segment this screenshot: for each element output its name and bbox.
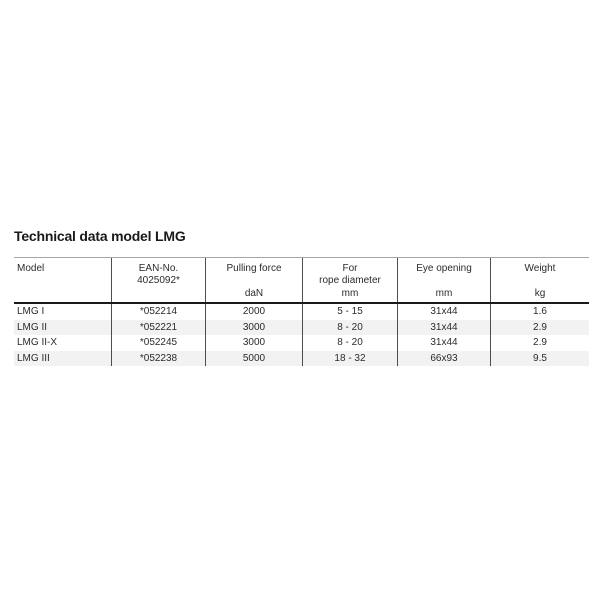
table-cell: LMG II-X xyxy=(14,335,112,351)
header-label: For rope diameter xyxy=(319,263,381,286)
table-cell: 1.6 xyxy=(533,306,547,318)
table-cell: 2.9 xyxy=(533,337,547,349)
table-cell: 31x44 xyxy=(398,320,491,336)
header-unit: mm xyxy=(341,287,359,299)
table-cell: 2.9 xyxy=(533,321,547,333)
table-cell: 5 - 15 xyxy=(303,304,398,320)
table-cell: 18 - 32 xyxy=(303,351,398,367)
table-cell: 8 - 20 xyxy=(303,335,398,351)
table-cell: 31x44 xyxy=(398,304,491,320)
table-cell: 5000 xyxy=(206,351,303,367)
header-label: Model xyxy=(17,263,45,274)
table-header-row xyxy=(14,258,589,304)
table-cell: 3000 xyxy=(206,335,303,351)
header-cell xyxy=(112,258,206,302)
table-cell: *052238 xyxy=(112,351,206,367)
table-cell: *052245 xyxy=(112,335,206,351)
table-cell: *052214 xyxy=(112,304,206,320)
table-row xyxy=(14,304,589,320)
header-unit: mm xyxy=(435,287,453,299)
table-cell: LMG III xyxy=(14,351,112,367)
table-cell: 31x44 xyxy=(398,335,491,351)
table-cell: 3000 xyxy=(206,320,303,336)
header-unit: daN xyxy=(244,287,264,299)
header-cell xyxy=(398,258,491,302)
table-cell: 9.5 xyxy=(533,352,547,364)
header-cell xyxy=(206,258,303,302)
table-cell: *052221 xyxy=(112,320,206,336)
header-cell xyxy=(14,258,112,302)
table-cell: 2000 xyxy=(206,304,303,320)
header-label: Pulling force xyxy=(226,263,282,274)
table-cell: 66x93 xyxy=(398,351,491,367)
header-unit: kg xyxy=(534,287,546,299)
header-label: Weight xyxy=(524,263,556,274)
table-row xyxy=(14,351,589,367)
table-row xyxy=(14,335,589,351)
table-cell: LMG II xyxy=(14,320,112,336)
table-row xyxy=(14,320,589,336)
header-label: Eye opening xyxy=(416,263,472,274)
table-body xyxy=(14,304,589,366)
technical-data-table xyxy=(14,257,589,366)
header-cell xyxy=(303,258,398,302)
header-cell xyxy=(491,258,589,302)
table-cell: 8 - 20 xyxy=(303,320,398,336)
page-title: Technical data model LMG xyxy=(14,228,186,244)
header-label: EAN-No. 4025092* xyxy=(137,263,180,286)
table-cell: LMG I xyxy=(14,304,112,320)
